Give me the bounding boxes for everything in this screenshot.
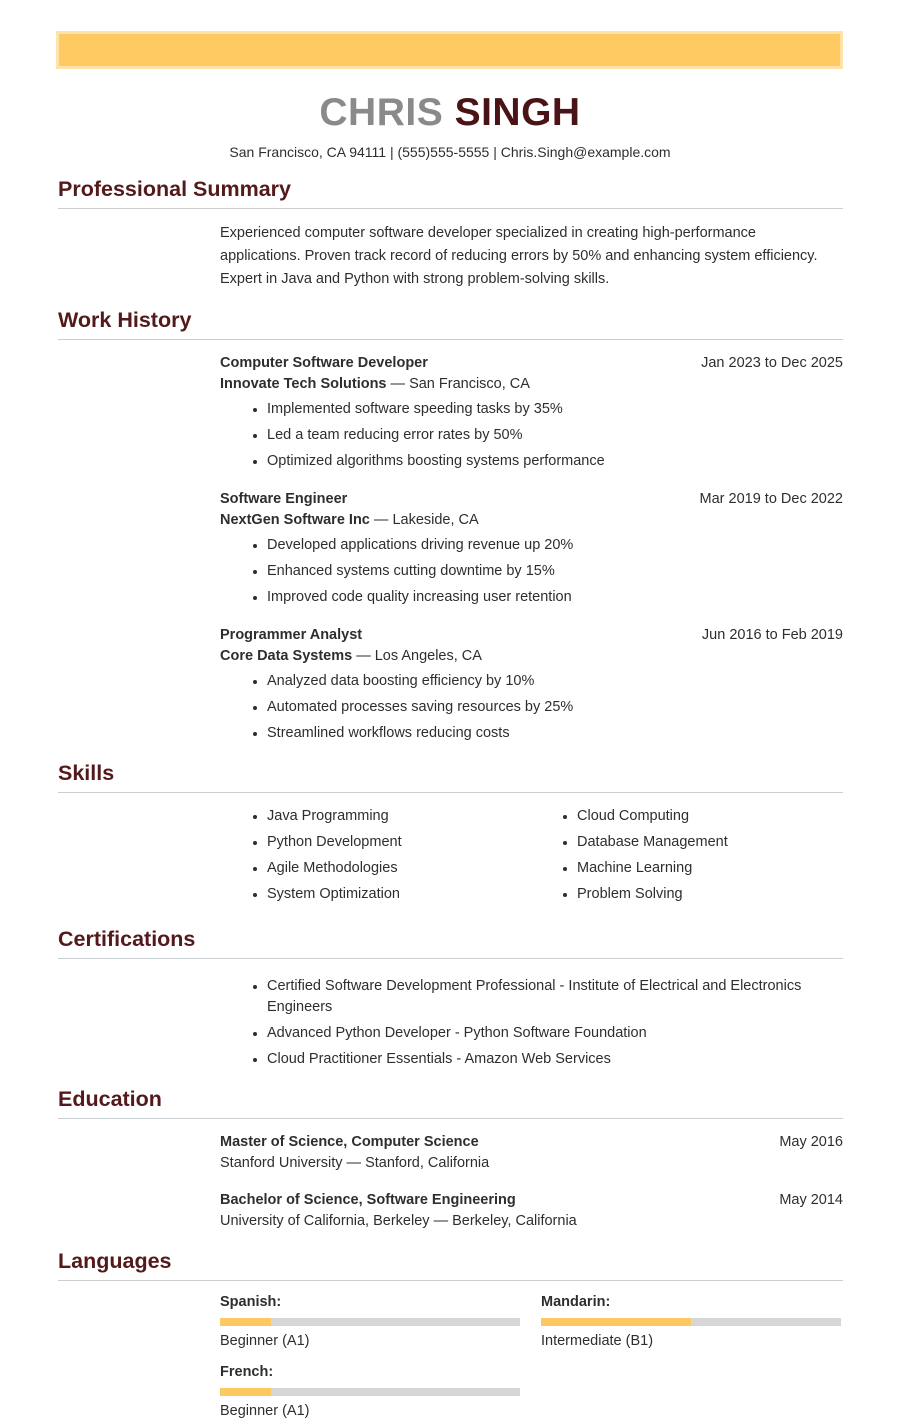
job-bullet: • Automated processes saving resources by 25% (267, 697, 843, 718)
job-bullet-list (220, 399, 843, 472)
skill-item: • Problem Solving (577, 884, 728, 905)
company-line (220, 510, 843, 531)
language-name: Spanish: (220, 1293, 282, 1310)
job-dates: Mar 2019 to Dec 2022 (699, 491, 843, 508)
job-bullet: • Implemented software speeding tasks by 35% (267, 399, 843, 420)
skill-item: • Python Development (267, 832, 530, 853)
job-bullet: • Developed applications driving revenue up 20% (267, 535, 843, 556)
language-name: French: (220, 1363, 274, 1380)
job-bullet: • Streamlined workflows reducing costs (267, 723, 843, 744)
language-item (541, 1294, 841, 1349)
graduation-date: May 2016 (779, 1133, 843, 1150)
last-name: SINGH (454, 91, 581, 134)
job-location: San Francisco, CA (409, 376, 530, 393)
section-work-history (58, 308, 843, 744)
dash-separator: — (433, 1212, 449, 1229)
school-line (220, 1211, 843, 1232)
education-entry (220, 1132, 843, 1174)
language-progress-bar (541, 1318, 841, 1326)
skills-columns (220, 806, 843, 910)
skills-column-2 (530, 806, 728, 910)
job-bullet: • Optimized algorithms boosting systems performance (267, 451, 843, 472)
section-heading-skills: Skills (58, 761, 115, 786)
job-entry (220, 353, 843, 472)
accent-top-bar (56, 31, 843, 69)
language-level: Beginner (A1) (220, 1402, 310, 1419)
graduation-date: May 2014 (779, 1191, 843, 1208)
company-name: Innovate Tech Solutions (220, 376, 387, 393)
job-bullet-list (220, 671, 843, 744)
company-line (220, 374, 843, 395)
summary-text: Experienced computer software developer specialized in creating high-performance applications. Proven track record of reducing errors by 50% and enhancing system efficiency. Expert in Java and Python with strong problem-solving skills. (220, 224, 818, 288)
job-title: Computer Software Developer (220, 355, 428, 372)
company-line (220, 646, 843, 667)
language-progress-bar (220, 1318, 520, 1326)
candidate-name (0, 92, 900, 135)
section-heading-professional-summary: Professional Summary (58, 176, 292, 201)
language-level: Beginner (A1) (220, 1332, 310, 1349)
section-languages (58, 1249, 843, 1419)
section-education (58, 1087, 843, 1232)
section-skills (58, 761, 843, 910)
company-name: Core Data Systems (220, 648, 353, 665)
job-location: Lakeside, CA (392, 512, 479, 529)
school-name: Stanford University (220, 1154, 343, 1171)
language-progress-fill (220, 1318, 271, 1326)
dash-separator: — (346, 1154, 362, 1171)
language-progress-fill (220, 1388, 271, 1396)
job-bullet: • Analyzed data boosting efficiency by 10% (267, 671, 843, 692)
job-dates: Jun 2016 to Feb 2019 (701, 627, 843, 644)
education-entry (220, 1190, 843, 1232)
job-dates: Jan 2023 to Dec 2025 (701, 355, 843, 372)
school-line (220, 1153, 843, 1174)
job-title: Programmer Analyst (220, 627, 363, 644)
job-title: Software Engineer (220, 491, 348, 508)
section-heading-work-history: Work History (58, 308, 192, 333)
first-name: CHRIS (319, 91, 444, 134)
section-certifications (58, 927, 843, 1070)
degree: Master of Science, Computer Science (220, 1133, 479, 1150)
dash-separator: — (390, 376, 406, 393)
language-progress-fill (541, 1318, 691, 1326)
dash-separator: — (356, 648, 371, 665)
job-bullet: • Improved code quality increasing user retention (267, 587, 843, 608)
skill-item: • Agile Methodologies (267, 858, 530, 879)
language-item (220, 1294, 520, 1349)
company-name: NextGen Software Inc (220, 512, 370, 529)
school-name: University of California, Berkeley (220, 1212, 430, 1229)
degree: Bachelor of Science, Software Engineering (220, 1191, 516, 1208)
resume-header (0, 0, 900, 160)
certification-item: • Advanced Python Developer - Python Software Foundation (267, 1023, 810, 1044)
job-entry (220, 489, 843, 608)
language-name: Mandarin: (541, 1293, 611, 1310)
skill-item: • Machine Learning (577, 858, 728, 879)
job-bullet: • Led a team reducing error rates by 50% (267, 425, 843, 446)
school-location: Stanford, California (365, 1154, 490, 1171)
skills-column-1 (220, 806, 530, 910)
job-location: Los Angeles, CA (374, 648, 482, 665)
dash-separator: — (373, 512, 389, 529)
job-bullet: • Enhanced systems cutting downtime by 15% (267, 561, 843, 582)
skill-item: • Database Management (577, 832, 728, 853)
skill-item: • System Optimization (267, 884, 530, 905)
language-level: Intermediate (B1) (541, 1332, 654, 1349)
section-heading-education: Education (58, 1087, 162, 1111)
certification-item: • Cloud Practitioner Essentials - Amazon Web Services (267, 1049, 810, 1070)
skill-item: • Java Programming (267, 806, 530, 827)
language-progress-bar (220, 1388, 520, 1396)
contact-line: San Francisco, CA 94111 | (555)555-5555 | Chris.Singh@example.com (229, 143, 671, 160)
certification-item: • Certified Software Development Professional - Institute of Electrical and Electronics Engineers (267, 976, 810, 1018)
section-professional-summary (58, 177, 843, 291)
language-item (220, 1364, 520, 1419)
job-entry (220, 625, 843, 744)
section-heading-languages: Languages (58, 1248, 172, 1273)
language-grid (220, 1294, 843, 1419)
school-location: Berkeley, California (452, 1212, 577, 1229)
job-bullet-list (220, 535, 843, 608)
section-heading-certifications: Certifications (58, 927, 196, 952)
certification-list (220, 976, 810, 1070)
skill-item: • Cloud Computing (577, 806, 728, 827)
